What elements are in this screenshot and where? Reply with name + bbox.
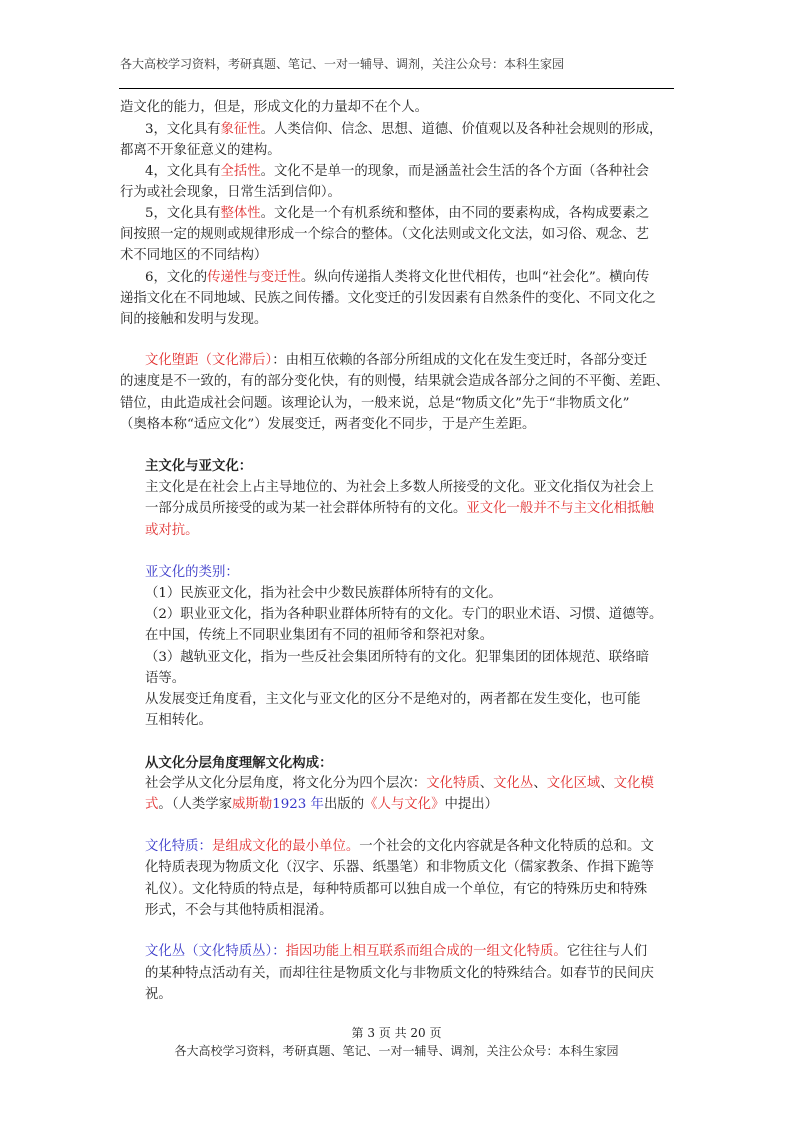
highlighted-text: 指因功能上相互联系而组合成的一组文化特质。	[285, 944, 567, 959]
text-line	[145, 522, 199, 540]
highlighted-text: 或对抗。	[145, 523, 199, 538]
text-line	[145, 838, 654, 856]
page-header: 各大高校学习资料，考研真题、笔记、一对一辅导、调剂，关注公众号：本科生家园	[120, 57, 565, 71]
text-segment: 化特质表现为物质文化（汉字、乐器、纸墨笔）和非物质文化（儒家教条、作揖下跪等	[145, 860, 654, 875]
text-line	[145, 606, 662, 624]
text-line	[145, 585, 502, 603]
text-line	[120, 142, 281, 160]
text-segment: 一个社会的文化内容就是各种文化特质的总和。文	[359, 839, 654, 854]
text-line	[120, 226, 649, 244]
highlighted-text: 文化模	[613, 776, 654, 791]
text-segment: （2）职业亚文化，指为各种职业群体所特有的文化。专门的职业术语、习惯、道德等。	[145, 607, 663, 622]
highlighted-text: 文化丛（文化特质丛）：	[145, 944, 286, 959]
text-line	[145, 457, 252, 476]
text-segment: 间的接触和发明与发现。	[120, 312, 268, 327]
highlighted-text: 文化丛	[493, 776, 534, 791]
text-line	[145, 479, 654, 497]
text-segment: 5，文化具有	[145, 206, 221, 221]
text-segment: 递指文化在不同地域、民族之间传播。文化变迁的引发因素有自然条件的变化、不同文化之	[120, 291, 656, 306]
text-line	[120, 247, 267, 265]
text-segment: 在中国，传统上不同职业集团有不同的祖师爷和祭祀对象。	[145, 628, 494, 643]
text-line	[145, 352, 647, 370]
text-segment: 3，文化具有	[145, 122, 221, 137]
text-segment: 它往往与人们	[566, 944, 648, 959]
text-line	[120, 99, 428, 117]
highlighted-text: 全括性	[220, 164, 261, 179]
text-segment: 出版的	[323, 797, 365, 812]
text-line	[145, 649, 649, 667]
highlighted-text: 《人与文化》	[364, 797, 445, 812]
text-segment: 。纵向传递指人类将文化世代相传，也叫“社会化”。横向传	[300, 270, 650, 285]
text-line	[120, 311, 267, 329]
text-segment: 。人类信仰、信念、思想、道德、价值观以及各种社会规则的形成，	[260, 122, 663, 137]
text-line	[145, 943, 647, 961]
text-line	[120, 373, 669, 391]
text-segment: ：由相互依赖的各部分所组成的文化在发生变迁时，各部分变迁	[272, 353, 648, 368]
page-footer: 各大高校学习资料，考研真题、笔记、一对一辅导、调剂，关注公众号：本科生家园	[174, 1044, 619, 1058]
text-line	[145, 881, 647, 899]
text-segment: 4，文化具有	[145, 164, 221, 179]
highlighted-text: 文化特质	[426, 776, 480, 791]
highlighted-text: 亚文化一般并不与主文化相抵触	[466, 501, 654, 516]
text-segment: （3）越轨亚文化，指为一些反社会集团所特有的文化。犯罪集团的团体规范、联络暗	[145, 650, 649, 665]
highlighted-text: 亚文化的类别：	[145, 565, 239, 580]
highlighted-text: 是组成文化的最小单位。	[211, 839, 360, 854]
text-segment: 6，文化的	[145, 270, 208, 285]
text-segment: 中提出）	[444, 797, 499, 812]
text-segment: 的某种特点活动有关，而却往往是物质文化与非物质文化的特殊结合。如春节的民间庆	[145, 966, 654, 981]
text-line	[145, 712, 212, 730]
header-divider	[119, 88, 674, 89]
text-segment: （奥格本称“适应文化”）发展变迁，两者变化不同步，于是产生差距。	[120, 417, 536, 432]
text-line	[120, 416, 535, 434]
text-segment: 、	[600, 776, 614, 791]
text-segment: 互相转化。	[145, 713, 212, 728]
text-line	[145, 121, 662, 139]
text-line	[145, 564, 239, 582]
text-segment: 术不同地区的不同结构）	[120, 248, 268, 263]
highlighted-text: 文化特质：	[145, 839, 212, 854]
text-segment: 的速度是不一致的，有的部分变化快，有的则慢，结果就会造成各部分之间的不平衡、差距、	[120, 374, 670, 389]
text-segment: 间按照一定的规则或规律形成一个综合的整体。（文化法则或文化文法，如习俗、观念、艺	[120, 227, 649, 242]
text-line	[120, 184, 341, 202]
text-line	[145, 986, 172, 1004]
text-line	[145, 205, 649, 223]
text-line	[145, 269, 649, 287]
text-line	[145, 775, 654, 793]
text-line	[145, 670, 185, 688]
highlighted-text: 整体性	[220, 206, 261, 221]
text-segment: 主文化是在社会上占主导地位的、为社会上多数人所接受的文化。亚文化指仅为社会上	[145, 480, 654, 495]
highlighted-text: 文化堕距（文化滞后）	[145, 353, 273, 368]
text-segment: （1）民族亚文化，指为社会中少数民族群体所特有的文化。	[145, 586, 502, 601]
text-segment: 从发展变迁角度看，主文化与亚文化的区分不是绝对的，两者都在发生变化，也可能	[145, 692, 641, 707]
text-segment: 、	[479, 776, 494, 791]
text-segment: 错位，由此造成社会问题。该理论认为，一般来说，总是“物质文化”先于“非物质文化”	[120, 396, 630, 411]
text-segment: 造文化的能力，但是，形成文化的力量却不在个人。	[120, 100, 428, 115]
text-segment: 行为或社会现象，日常生活到信仰）。	[120, 185, 341, 200]
page-number: 第 3 页 共 20 页	[351, 1026, 442, 1040]
highlighted-text: 威斯勒	[232, 797, 273, 812]
text-segment: 形式，不会与其他特质相混淆。	[145, 903, 333, 918]
highlighted-text: 传递性与变迁性	[207, 270, 301, 285]
text-line	[145, 965, 654, 983]
text-segment: 祝。	[145, 987, 172, 1002]
text-line	[120, 290, 656, 308]
text-segment: 。文化不是单一的现象，而是涵盖社会生活的各个方面（各种社会	[260, 164, 649, 179]
text-segment: 、	[533, 776, 547, 791]
text-line	[145, 691, 640, 709]
text-line	[145, 754, 332, 773]
text-line	[145, 859, 654, 877]
highlighted-text: 1923 年	[272, 797, 324, 812]
text-line	[145, 627, 493, 645]
text-segment: 都离不开象征意义的建构。	[120, 143, 281, 158]
text-segment: 。文化是一个有机系统和整体，由不同的要素构成，各构成要素之	[260, 206, 649, 221]
text-line	[145, 796, 498, 814]
section-heading: 从文化分层角度理解文化构成：	[145, 755, 333, 771]
text-line	[145, 500, 654, 518]
text-line	[145, 902, 332, 920]
section-heading: 主文化与亚文化：	[145, 458, 253, 474]
text-segment: 。（人类学家	[158, 797, 233, 812]
highlighted-text: 文化区域	[546, 776, 601, 791]
highlighted-text: 式	[145, 797, 159, 812]
text-segment: 一部分成员所接受的或为某一社会群体所特有的文化。	[145, 501, 467, 516]
text-segment: 社会学从文化分层角度，将文化分为四个层次：	[145, 776, 427, 791]
text-line	[120, 395, 629, 413]
highlighted-text: 象征性	[220, 122, 261, 137]
text-segment: 礼仪）。文化特质的特点是，每种特质都可以独自成一个单位，有它的特殊历史和特殊	[145, 882, 648, 897]
text-segment: 语等。	[145, 671, 186, 686]
text-line	[145, 163, 649, 181]
